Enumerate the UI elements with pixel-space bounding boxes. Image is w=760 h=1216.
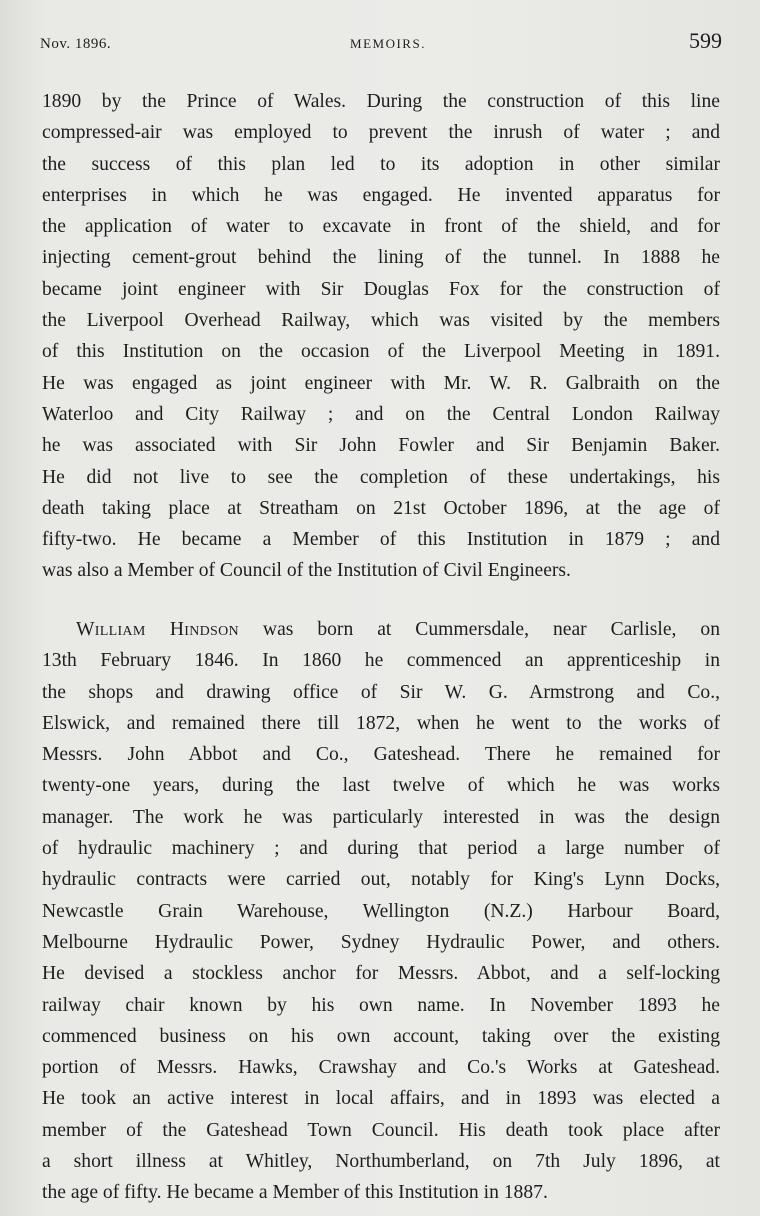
text-line: Messrs. John Abbot and Co., Gateshead. There he remained for bbox=[42, 744, 720, 766]
text-line: became joint engineer with Sir Douglas Fox for the construction of bbox=[42, 278, 720, 300]
text-line: fifty-two. He became a Member of this Institution in 1879 ; and bbox=[42, 529, 720, 551]
text-line: manager. The work he was particularly interested in was the design bbox=[42, 806, 720, 828]
running-header bbox=[40, 26, 722, 58]
text-line: railway chair known by his own name. In November 1893 he bbox=[42, 994, 720, 1016]
text-line: 13th February 1846. In 1860 he commenced an apprenticeship in bbox=[42, 650, 720, 672]
text-line: Melbourne Hydraulic Power, Sydney Hydraulic Power, and others. bbox=[42, 931, 720, 953]
text-line: death taking place at Streatham on 21st October 1896, at the age of bbox=[42, 497, 720, 519]
text-line: the application of water to excavate in front of the shield, and for bbox=[42, 216, 720, 238]
text-line-first bbox=[42, 614, 720, 645]
text-line: He did not live to see the completion of these undertakings, his bbox=[42, 466, 720, 488]
header-date: Nov. 1896. bbox=[40, 36, 112, 52]
text-line: the shops and drawing office of Sir W. G. Armstrong and Co., bbox=[42, 681, 720, 703]
memoir-william-hindson bbox=[42, 614, 720, 1209]
text-line: of this Institution on the occasion of the Liverpool Meeting in 1891. bbox=[42, 341, 720, 363]
text-line: portion of Messrs. Hawks, Crawshay and Co.'s Works at Gateshead. bbox=[42, 1057, 720, 1079]
text-line: of hydraulic machinery ; and during that period a large number of bbox=[42, 838, 720, 860]
text-line: Waterloo and City Railway ; and on the Central London Railway bbox=[42, 403, 720, 425]
text-line: enterprises in which he was engaged. He invented apparatus for bbox=[42, 184, 720, 206]
text-line: the Liverpool Overhead Railway, which was visited by the members bbox=[42, 310, 720, 332]
memoir-subject-name: William Hindson bbox=[76, 619, 239, 640]
text-line: He took an active interest in local affairs, and in 1893 was elected a bbox=[42, 1088, 720, 1110]
text-line: Elswick, and remained there till 1872, when he went to the works of bbox=[42, 712, 720, 734]
memoir-paragraph-continued bbox=[42, 86, 720, 587]
text-line: a short illness at Whitley, Northumberland, on 7th July 1896, at bbox=[42, 1151, 720, 1173]
text-line: he was associated with Sir John Fowler and Sir Benjamin Baker. bbox=[42, 435, 720, 457]
text-line: hydraulic contracts were carried out, notably for King's Lynn Docks, bbox=[42, 869, 720, 891]
text-line: the age of fifty. He became a Member of this Institution in 1887. bbox=[42, 1182, 548, 1204]
page-number: 599 bbox=[689, 28, 722, 53]
header-section-title: MEMOIRS. bbox=[350, 36, 426, 51]
text-line-rest: was born at Cummersdale, near Carlisle, on bbox=[238, 619, 720, 640]
text-line: He was engaged as joint engineer with Mr. W. R. Galbraith on the bbox=[42, 372, 720, 394]
text-line: the success of this plan led to its adoption in other similar bbox=[42, 153, 720, 175]
text-line: was also a Member of Council of the Institution of Civil Engineers. bbox=[42, 560, 571, 582]
text-line: commenced business on his own account, taking over the existing bbox=[42, 1025, 720, 1047]
text-line: injecting cement-grout behind the lining of the tunnel. In 1888 he bbox=[42, 247, 720, 269]
text-line: compressed-air was employed to prevent the inrush of water ; and bbox=[42, 122, 720, 144]
text-line: member of the Gateshead Town Council. His death took place after bbox=[42, 1119, 720, 1141]
text-line: 1890 by the Prince of Wales. During the construction of this line bbox=[42, 91, 720, 112]
text-line: Newcastle Grain Warehouse, Wellington (N.Z.) Harbour Board, bbox=[42, 900, 720, 922]
text-line: He devised a stockless anchor for Messrs. Abbot, and a self-locking bbox=[42, 963, 720, 985]
text-line: twenty-one years, during the last twelve of which he was works bbox=[42, 775, 720, 797]
